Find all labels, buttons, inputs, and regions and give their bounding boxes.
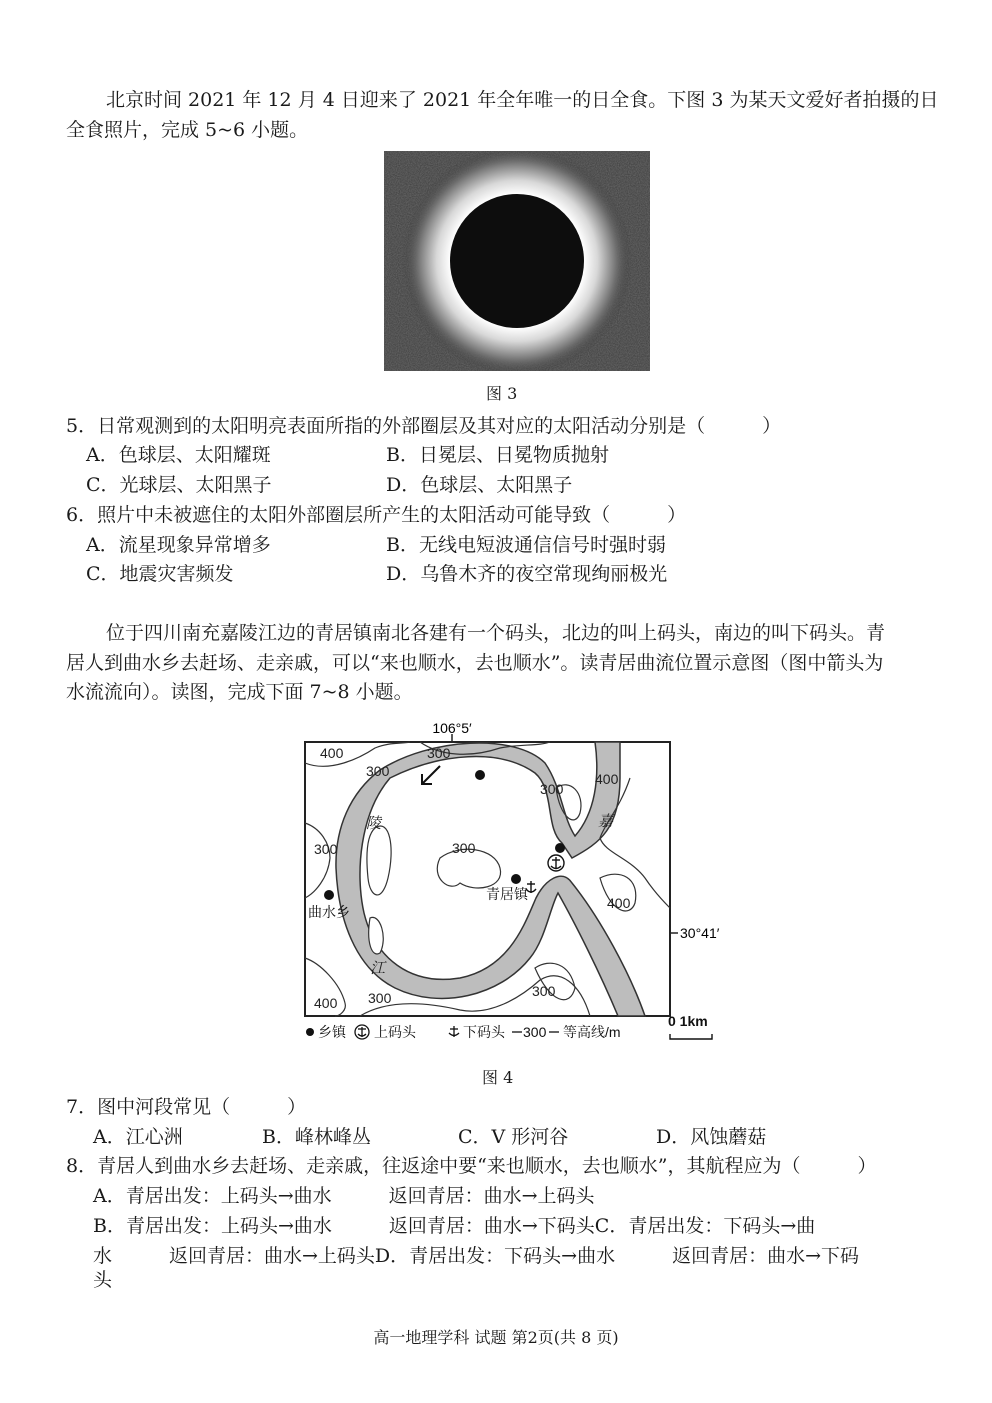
legend-scale: 0 1km [668, 1013, 708, 1029]
q7-option-b: B．峰林峰丛 [262, 1126, 371, 1148]
contour-label: 300 [540, 781, 564, 797]
map-legend [306, 1013, 712, 1040]
contour-label: 300 [452, 840, 476, 856]
contour-label: 400 [314, 995, 338, 1011]
legend-contour: 等高线/m [563, 1024, 621, 1040]
q6-stem: 6．照片中未被遮住的太阳外部圈层所产生的太阳活动可能导致（ ） [66, 504, 687, 526]
q5-option-c: C．光球层、太阳黑子 [86, 474, 272, 496]
contour-label: 300 [314, 841, 338, 857]
contour-label: 400 [595, 771, 619, 787]
q7-option-d: D．风蚀蘑菇 [656, 1126, 767, 1148]
legend-lower-dock-icon [449, 1026, 459, 1037]
q5-stem: 5．日常观测到的太阳明亮表面所指的外部圈层及其对应的太阳活动分别是（ ） [66, 415, 782, 437]
contour-label: 300 [368, 990, 392, 1006]
river-char: 陵 [366, 815, 382, 832]
legend-lower-dock: 下码头 [463, 1024, 505, 1040]
contour-label: 300 [427, 745, 451, 761]
town-label-qingju: 青居镇 [486, 886, 528, 902]
q8-line3: 水 返回青居：曲水→上码头D．青居出发：下码头→曲水 返回青居：曲水→下码 [93, 1245, 859, 1267]
figure4-caption: 图 4 [482, 1068, 514, 1087]
q5-option-a: A．色球层、太阳耀斑 [86, 444, 271, 466]
moon-disk [450, 194, 584, 328]
latitude-label: 30°41′ [680, 925, 720, 941]
q8-stem: 8．青居人到曲水乡去赶场、走亲戚，往返途中要“来也顺水，去也顺水”，其航程应为（ ） [66, 1155, 877, 1177]
page-footer: 高一地理学科 试题 第2页(共 8 页) [373, 1328, 619, 1347]
q8-line1: A．青居出发：上码头→曲水 返回青居：曲水→上码头 [93, 1185, 595, 1207]
contour-label: 300 [366, 763, 390, 779]
scale-bar [670, 1034, 712, 1039]
town-dot [555, 843, 565, 853]
intro1-line1: 北京时间 2021 年 12 月 4 日迎来了 2021 年全年唯一的日全食。下图 3 为某天文爱好者拍摄的日 [106, 89, 939, 111]
town-dot [324, 890, 334, 900]
contour-label: 400 [607, 895, 631, 911]
q6-option-d: D．乌鲁木齐的夜空常现绚丽极光 [386, 563, 668, 585]
intro1-line2: 全食照片，完成 5~6 小题。 [66, 119, 309, 141]
legend-contour-sample: 300 [523, 1024, 547, 1040]
q7-stem: 7．图中河段常见（ ） [66, 1096, 307, 1118]
contour-label: 400 [320, 745, 344, 761]
intro2-line1: 位于四川南充嘉陵江边的青居镇南北各建有一个码头，北边的叫上码头，南边的叫下码头。青 [106, 622, 886, 644]
legend-upper-dock: 上码头 [374, 1024, 416, 1040]
upper-dock-icon [548, 855, 564, 871]
town-dot-qingju [511, 874, 521, 884]
eclipse-photo [384, 151, 650, 371]
q6-option-c: C．地震灾害频发 [86, 563, 234, 585]
town-dot [475, 770, 485, 780]
q6-option-a: A．流星现象异常增多 [86, 534, 271, 556]
river-char: 嘉 [598, 813, 614, 830]
river-char: 江 [370, 960, 386, 977]
meander-map [300, 718, 740, 1048]
intro2-line2: 居人到曲水乡去赶场、走亲戚，可以“来也顺水，去也顺水”。读青居曲流位置示意图（图中箭头为 [66, 652, 884, 674]
q6-option-b: B．无线电短波通信信号时强时弱 [386, 534, 666, 556]
q5-option-b: B．日冕层、日冕物质抛射 [386, 444, 609, 466]
q7-option-a: A．江心洲 [93, 1126, 183, 1148]
q8-line4: 头 [93, 1269, 113, 1291]
intro2-line3: 水流流向）。读图，完成下面 7~8 小题。 [66, 681, 413, 703]
legend-town-icon [306, 1028, 314, 1036]
town-label-qushui: 曲水乡 [308, 904, 350, 920]
figure3-caption: 图 3 [486, 384, 518, 403]
q5-option-d: D．色球层、太阳黑子 [386, 474, 573, 496]
legend-town: 乡镇 [318, 1024, 346, 1040]
longitude-label: 106°5′ [432, 720, 472, 736]
legend-upper-dock-icon [355, 1025, 369, 1039]
q8-line2: B．青居出发：上码头→曲水 返回青居：曲水→下码头C．青居出发：下码头→曲 [93, 1215, 816, 1237]
contour-label: 300 [532, 983, 556, 999]
q7-option-c: C．V 形河谷 [458, 1126, 569, 1148]
